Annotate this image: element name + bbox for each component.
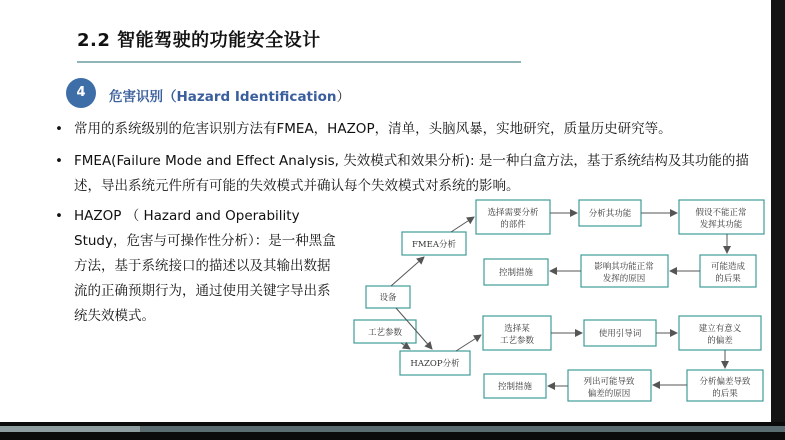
section-heading-close: ）: [336, 89, 351, 105]
select-parts-label: 的部件: [500, 220, 526, 230]
arrow: [391, 257, 424, 286]
bullet-marker: •: [55, 121, 63, 137]
fmea-analysis-label: FMEA分析: [412, 240, 456, 250]
bullet-text: HAZOP （ Hazard and Operability Study，危害与可操作性分析）：是一种黑盒方法，基于系统接口的描述以及其输出数据流的正确预期行为，通过使用关键字导出系统失效模式。: [74, 208, 336, 324]
bullet-item: [55, 117, 764, 142]
select-parts-label: 选择需要分析: [487, 208, 539, 218]
slide-bottom-band: [0, 426, 785, 432]
hazop-control-label: 控制措施: [497, 382, 533, 392]
slide-bottom-band-accent: [0, 426, 140, 432]
hazard-analysis-flowchart: [346, 192, 770, 414]
equipment-label: 设备: [379, 293, 397, 303]
bullet-marker: •: [55, 208, 63, 224]
analyze-function-label: 分析其功能: [588, 209, 632, 219]
hazop-analysis-label: HAZOP分析: [410, 359, 460, 369]
deviation-consequence-label: 分析偏差导致: [699, 377, 751, 387]
section-heading: [109, 85, 350, 105]
section-heading-label: 危害识别（Hazard Identification: [109, 89, 337, 105]
select-parameter-label: 选择某: [504, 324, 530, 334]
arrow: [401, 343, 410, 349]
meaningful-deviation-label: 的偏差: [707, 336, 733, 346]
process-parameter-label: 工艺参数: [367, 328, 403, 338]
possible-consequence-label: 可能造成: [710, 262, 746, 272]
assume-failure-label: 发挥其功能: [699, 220, 743, 230]
fmea-control-label: 控制措施: [498, 268, 534, 278]
slide-title: 2.2 智能驾驶的功能安全设计: [77, 30, 321, 51]
section-number-badge: 4: [66, 78, 96, 108]
deviation-cause-label: 列出可能导致: [583, 377, 635, 387]
bullet-marker: •: [55, 153, 63, 169]
deviation-cause-label: 偏差的原因: [587, 389, 631, 399]
title-underline: [77, 61, 521, 63]
arrow: [456, 335, 481, 351]
affect-cause-label: 影响其功能正常: [594, 262, 654, 272]
possible-consequence-label: 的后果: [715, 274, 741, 284]
meaningful-deviation-label: 建立有意义: [698, 324, 742, 334]
arrow: [451, 217, 474, 232]
bullet-item: [55, 204, 342, 329]
assume-failure-label: 假设不能正常: [695, 208, 747, 218]
use-guideword-label: 使用引导词: [598, 329, 642, 339]
select-parameter-label: 工艺参数: [499, 336, 535, 346]
affect-cause-label: 发挥的原因: [602, 274, 646, 284]
window-right-edge: [771, 0, 785, 440]
bullet-text: FMEA(Failure Mode and Effect Analysis, 失效模式和效果分析): 是一种白盒方法，基于系统结构及其功能的描述，导出系统元件所有可能的失效模式并确认每个失效模式对系统的影响。: [74, 153, 749, 194]
bullet-text: 常用的系统级别的危害识别方法有FMEA，HAZOP，清单，头脑风暴，实地研究，质量历史研究等。: [74, 121, 672, 137]
deviation-consequence-label: 的后果: [712, 389, 738, 399]
